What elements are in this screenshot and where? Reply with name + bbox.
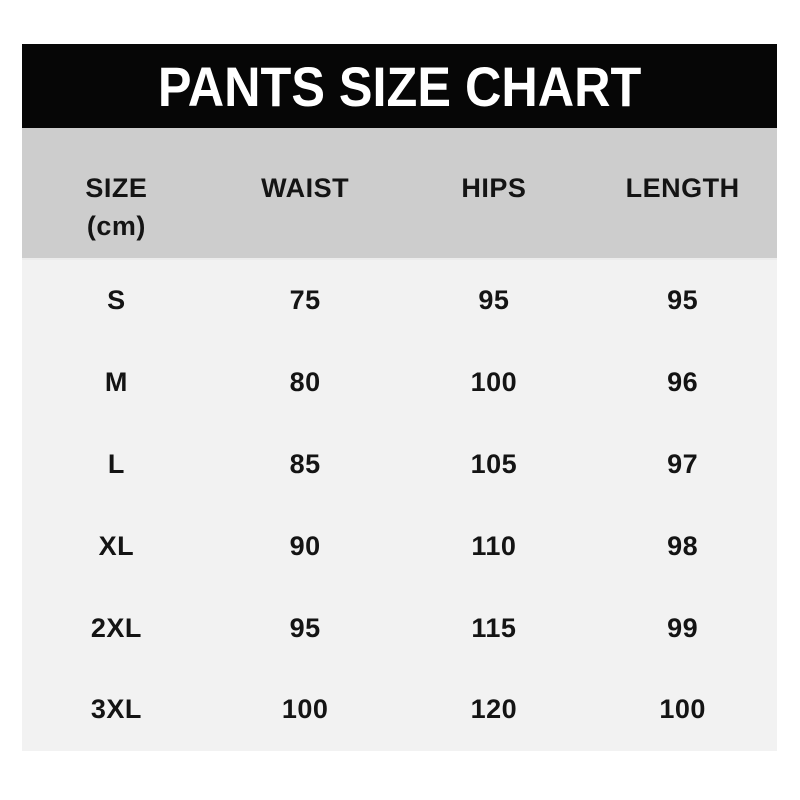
header-size-label: SIZE	[85, 173, 148, 203]
table-row	[22, 260, 777, 342]
header-length-label: LENGTH	[625, 173, 740, 203]
header-size-unit: (cm)	[86, 211, 146, 241]
length-cell: 98	[667, 530, 699, 561]
hips-cell: 100	[470, 367, 518, 398]
header-cell-waist	[211, 128, 400, 258]
size-cell: S	[107, 285, 126, 316]
length-cell: 100	[659, 694, 706, 725]
waist-cell: 90	[289, 530, 321, 561]
header-cell-length	[588, 128, 777, 258]
table-row	[22, 424, 777, 506]
waist-cell: 75	[289, 285, 321, 316]
hips-cell: 110	[471, 530, 517, 561]
waist-cell: 85	[289, 448, 321, 479]
length-cell: 95	[667, 285, 699, 316]
size-cell: 2XL	[90, 612, 142, 643]
hips-cell: 95	[478, 285, 510, 316]
header-waist-label: WAIST	[261, 173, 350, 203]
table-row	[22, 587, 777, 669]
length-cell: 99	[667, 612, 699, 643]
hips-cell: 115	[471, 612, 517, 643]
chart-title: PANTS SIZE CHART	[157, 54, 642, 118]
table-body	[22, 258, 777, 751]
length-cell: 96	[667, 367, 699, 398]
pants-size-chart	[22, 44, 777, 751]
table-row	[22, 669, 777, 751]
size-cell: XL	[98, 530, 135, 561]
hips-cell: 105	[470, 448, 518, 479]
waist-cell: 95	[289, 612, 321, 643]
waist-cell: 80	[289, 367, 321, 398]
size-cell: M	[104, 367, 128, 398]
size-cell: 3XL	[90, 694, 142, 725]
hips-cell: 120	[470, 694, 518, 725]
length-cell: 97	[667, 448, 699, 479]
size-cell: L	[107, 448, 125, 479]
header-cell-hips	[400, 128, 589, 258]
header-cell-size	[22, 128, 211, 258]
header-hips-label: HIPS	[461, 173, 527, 203]
table-header	[22, 128, 777, 258]
waist-cell: 100	[281, 694, 329, 725]
chart-title-bar	[22, 44, 777, 128]
table-row	[22, 342, 777, 424]
table-row	[22, 505, 777, 587]
